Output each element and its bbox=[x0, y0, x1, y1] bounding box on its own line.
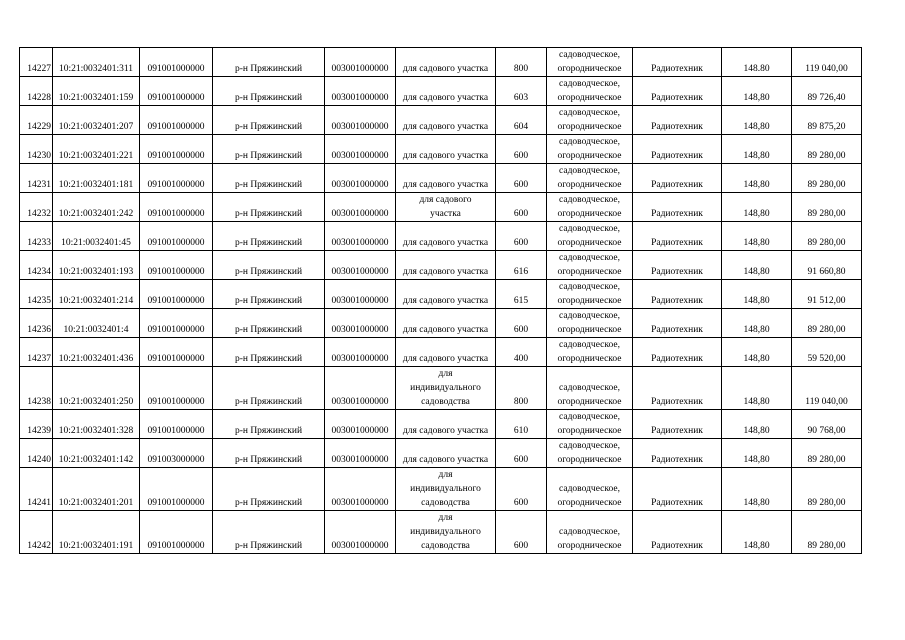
purpose-cell: для садового участка bbox=[396, 439, 496, 468]
area-cell: 600 bbox=[496, 164, 547, 193]
area-cell: 615 bbox=[496, 280, 547, 309]
land-use-cell: садоводческое, огородническое bbox=[547, 367, 633, 410]
owner-cell: Радиотехник bbox=[633, 511, 722, 554]
area-cell: 600 bbox=[496, 468, 547, 511]
cadastral-value-cell: 89 280,00 bbox=[792, 511, 862, 554]
land-use-cell: садоводческое, огородническое bbox=[547, 48, 633, 77]
owner-cell: Радиотехник bbox=[633, 135, 722, 164]
cadastral-value-cell: 119 040,00 bbox=[792, 367, 862, 410]
land-use-cell: садоводческое, огородническое bbox=[547, 511, 633, 554]
owner-cell: Радиотехник bbox=[633, 309, 722, 338]
district-cell: р-н Пряжинский bbox=[213, 367, 325, 410]
purpose-cell: для садового участка bbox=[396, 77, 496, 106]
purpose-cell: для садового участка bbox=[396, 164, 496, 193]
table-row bbox=[20, 338, 862, 367]
cadastral-number-cell: 10:21:0032401:250 bbox=[53, 367, 140, 410]
row-number-cell: 14231 bbox=[20, 164, 53, 193]
table-row bbox=[20, 309, 862, 338]
table-row bbox=[20, 439, 862, 468]
okato-code-cell: 091003000000 bbox=[140, 439, 213, 468]
cadastral-number-cell: 10:21:0032401:191 bbox=[53, 511, 140, 554]
cadastral-value-cell: 89 280,00 bbox=[792, 222, 862, 251]
district-cell: р-н Пряжинский bbox=[213, 222, 325, 251]
okato-code-cell: 091001000000 bbox=[140, 193, 213, 222]
rate-cell: 148,80 bbox=[722, 338, 792, 367]
rate-cell: 148,80 bbox=[722, 77, 792, 106]
cadastral-number-cell: 10:21:0032401:328 bbox=[53, 410, 140, 439]
row-number-cell: 14239 bbox=[20, 410, 53, 439]
row-number-cell: 14240 bbox=[20, 439, 53, 468]
cadastral-value-cell: 89 875,20 bbox=[792, 106, 862, 135]
rate-cell: 148,80 bbox=[722, 251, 792, 280]
okato-code-cell: 091001000000 bbox=[140, 106, 213, 135]
owner-cell: Радиотехник bbox=[633, 367, 722, 410]
area-cell: 600 bbox=[496, 309, 547, 338]
land-use-cell: садоводческое, огородническое bbox=[547, 338, 633, 367]
row-number-cell: 14227 bbox=[20, 48, 53, 77]
rate-cell: 148,80 bbox=[722, 439, 792, 468]
cadastral-value-cell: 90 768,00 bbox=[792, 410, 862, 439]
owner-cell: Радиотехник bbox=[633, 48, 722, 77]
owner-cell: Радиотехник bbox=[633, 164, 722, 193]
district-cell: р-н Пряжинский bbox=[213, 410, 325, 439]
area-cell: 600 bbox=[496, 193, 547, 222]
owner-cell: Радиотехник bbox=[633, 468, 722, 511]
row-number-cell: 14238 bbox=[20, 367, 53, 410]
purpose-cell: для садового участка bbox=[396, 410, 496, 439]
district-cell: р-н Пряжинский bbox=[213, 164, 325, 193]
okato-code-cell: 091001000000 bbox=[140, 338, 213, 367]
cadastral-number-cell: 10:21:0032401:4 bbox=[53, 309, 140, 338]
oktmo-code-cell: 003001000000 bbox=[325, 367, 396, 410]
row-number-cell: 14228 bbox=[20, 77, 53, 106]
cadastral-value-cell: 89 280,00 bbox=[792, 468, 862, 511]
cadastral-value-cell: 91 660,80 bbox=[792, 251, 862, 280]
area-cell: 604 bbox=[496, 106, 547, 135]
rate-cell: 148,80 bbox=[722, 164, 792, 193]
cadastral-value-cell: 89 726,40 bbox=[792, 77, 862, 106]
district-cell: р-н Пряжинский bbox=[213, 251, 325, 280]
oktmo-code-cell: 003001000000 bbox=[325, 439, 396, 468]
table-row bbox=[20, 222, 862, 251]
table-row bbox=[20, 280, 862, 309]
cadastral-value-cell: 91 512,00 bbox=[792, 280, 862, 309]
rate-cell: 148,80 bbox=[722, 193, 792, 222]
oktmo-code-cell: 003001000000 bbox=[325, 251, 396, 280]
purpose-cell: для индивидуального садоводства bbox=[396, 511, 496, 554]
land-use-cell: садоводческое, огородническое bbox=[547, 468, 633, 511]
table-row bbox=[20, 164, 862, 193]
owner-cell: Радиотехник bbox=[633, 251, 722, 280]
land-use-cell: садоводческое, огородническое bbox=[547, 106, 633, 135]
cadastral-value-cell: 89 280,00 bbox=[792, 309, 862, 338]
rate-cell: 148,80 bbox=[722, 410, 792, 439]
oktmo-code-cell: 003001000000 bbox=[325, 106, 396, 135]
district-cell: р-н Пряжинский bbox=[213, 48, 325, 77]
oktmo-code-cell: 003001000000 bbox=[325, 164, 396, 193]
okato-code-cell: 091001000000 bbox=[140, 410, 213, 439]
table-body bbox=[20, 48, 862, 554]
table-row bbox=[20, 367, 862, 410]
table-row bbox=[20, 48, 862, 77]
table-row bbox=[20, 410, 862, 439]
purpose-cell: для садового участка bbox=[396, 48, 496, 77]
owner-cell: Радиотехник bbox=[633, 77, 722, 106]
land-use-cell: садоводческое, огородническое bbox=[547, 280, 633, 309]
oktmo-code-cell: 003001000000 bbox=[325, 77, 396, 106]
cadastral-number-cell: 10:21:0032401:159 bbox=[53, 77, 140, 106]
cadastral-value-cell: 89 280,00 bbox=[792, 135, 862, 164]
cadastral-number-cell: 10:21:0032401:214 bbox=[53, 280, 140, 309]
table-row bbox=[20, 193, 862, 222]
oktmo-code-cell: 003001000000 bbox=[325, 193, 396, 222]
table-row bbox=[20, 511, 862, 554]
district-cell: р-н Пряжинский bbox=[213, 511, 325, 554]
row-number-cell: 14229 bbox=[20, 106, 53, 135]
owner-cell: Радиотехник bbox=[633, 439, 722, 468]
land-use-cell: садоводческое, огородническое bbox=[547, 77, 633, 106]
area-cell: 800 bbox=[496, 367, 547, 410]
okato-code-cell: 091001000000 bbox=[140, 48, 213, 77]
row-number-cell: 14233 bbox=[20, 222, 53, 251]
rate-cell: 148,80 bbox=[722, 468, 792, 511]
cadastral-number-cell: 10:21:0032401:45 bbox=[53, 222, 140, 251]
purpose-cell: для садового участка bbox=[396, 309, 496, 338]
purpose-cell: для садового участка bbox=[396, 135, 496, 164]
okato-code-cell: 091001000000 bbox=[140, 367, 213, 410]
purpose-cell: для садового участка bbox=[396, 106, 496, 135]
cadastral-number-cell: 10:21:0032401:181 bbox=[53, 164, 140, 193]
okato-code-cell: 091001000000 bbox=[140, 77, 213, 106]
oktmo-code-cell: 003001000000 bbox=[325, 48, 396, 77]
district-cell: р-н Пряжинский bbox=[213, 280, 325, 309]
cadastral-number-cell: 10:21:0032401:221 bbox=[53, 135, 140, 164]
cadastral-number-cell: 10:21:0032401:207 bbox=[53, 106, 140, 135]
cadastral-number-cell: 10:21:0032401:311 bbox=[53, 48, 140, 77]
owner-cell: Радиотехник bbox=[633, 222, 722, 251]
table-row bbox=[20, 468, 862, 511]
purpose-cell: для индивидуального садоводства bbox=[396, 367, 496, 410]
land-use-cell: садоводческое, огородническое bbox=[547, 193, 633, 222]
cadastral-number-cell: 10:21:0032401:193 bbox=[53, 251, 140, 280]
district-cell: р-н Пряжинский bbox=[213, 77, 325, 106]
purpose-cell: для садового участка bbox=[396, 338, 496, 367]
cadastral-number-cell: 10:21:0032401:436 bbox=[53, 338, 140, 367]
okato-code-cell: 091001000000 bbox=[140, 164, 213, 193]
oktmo-code-cell: 003001000000 bbox=[325, 222, 396, 251]
okato-code-cell: 091001000000 bbox=[140, 251, 213, 280]
owner-cell: Радиотехник bbox=[633, 280, 722, 309]
purpose-cell: для индивидуального садоводства bbox=[396, 468, 496, 511]
land-use-cell: садоводческое, огородническое bbox=[547, 251, 633, 280]
okato-code-cell: 091001000000 bbox=[140, 280, 213, 309]
oktmo-code-cell: 003001000000 bbox=[325, 309, 396, 338]
rate-cell: 148,80 bbox=[722, 106, 792, 135]
purpose-cell: для садового участка bbox=[396, 193, 496, 222]
land-use-cell: садоводческое, огородническое bbox=[547, 309, 633, 338]
rate-cell: 148.80 bbox=[722, 48, 792, 77]
okato-code-cell: 091001000000 bbox=[140, 468, 213, 511]
cadastral-value-cell: 89 280,00 bbox=[792, 164, 862, 193]
area-cell: 800 bbox=[496, 48, 547, 77]
rate-cell: 148,80 bbox=[722, 135, 792, 164]
area-cell: 603 bbox=[496, 77, 547, 106]
district-cell: р-н Пряжинский bbox=[213, 468, 325, 511]
row-number-cell: 14235 bbox=[20, 280, 53, 309]
cadastral-value-cell: 89 280,00 bbox=[792, 439, 862, 468]
row-number-cell: 14230 bbox=[20, 135, 53, 164]
cadastral-number-cell: 10:21:0032401:242 bbox=[53, 193, 140, 222]
purpose-cell: для садового участка bbox=[396, 222, 496, 251]
table-row bbox=[20, 106, 862, 135]
district-cell: р-н Пряжинский bbox=[213, 106, 325, 135]
area-cell: 600 bbox=[496, 135, 547, 164]
okato-code-cell: 091001000000 bbox=[140, 135, 213, 164]
table-row bbox=[20, 135, 862, 164]
table-row bbox=[20, 251, 862, 280]
district-cell: р-н Пряжинский bbox=[213, 135, 325, 164]
purpose-cell: для садового участка bbox=[396, 251, 496, 280]
land-use-cell: садоводческое, огородническое bbox=[547, 439, 633, 468]
cadastral-value-cell: 89 280,00 bbox=[792, 193, 862, 222]
land-use-cell: садоводческое, огородническое bbox=[547, 410, 633, 439]
row-number-cell: 14234 bbox=[20, 251, 53, 280]
land-use-cell: садоводческое, огородническое bbox=[547, 164, 633, 193]
area-cell: 600 bbox=[496, 222, 547, 251]
row-number-cell: 14232 bbox=[20, 193, 53, 222]
rate-cell: 148,80 bbox=[722, 511, 792, 554]
owner-cell: Радиотехник bbox=[633, 338, 722, 367]
owner-cell: Радиотехник bbox=[633, 106, 722, 135]
rate-cell: 148,80 bbox=[722, 309, 792, 338]
row-number-cell: 14242 bbox=[20, 511, 53, 554]
purpose-cell: для садового участка bbox=[396, 280, 496, 309]
land-parcels-table bbox=[19, 47, 862, 554]
cadastral-number-cell: 10:21:0032401:201 bbox=[53, 468, 140, 511]
oktmo-code-cell: 003001000000 bbox=[325, 468, 396, 511]
district-cell: р-н Пряжинский bbox=[213, 439, 325, 468]
okato-code-cell: 091001000000 bbox=[140, 511, 213, 554]
area-cell: 600 bbox=[496, 511, 547, 554]
rate-cell: 148,80 bbox=[722, 280, 792, 309]
area-cell: 400 bbox=[496, 338, 547, 367]
district-cell: р-н Пряжинский bbox=[213, 309, 325, 338]
oktmo-code-cell: 003001000000 bbox=[325, 410, 396, 439]
oktmo-code-cell: 003001000000 bbox=[325, 135, 396, 164]
rate-cell: 148,80 bbox=[722, 222, 792, 251]
land-use-cell: садоводческое, огородническое bbox=[547, 135, 633, 164]
cadastral-number-cell: 10:21:0032401:142 bbox=[53, 439, 140, 468]
area-cell: 600 bbox=[496, 439, 547, 468]
okato-code-cell: 091001000000 bbox=[140, 222, 213, 251]
land-use-cell: садоводческое, огородническое bbox=[547, 222, 633, 251]
oktmo-code-cell: 003001000000 bbox=[325, 280, 396, 309]
okato-code-cell: 091001000000 bbox=[140, 309, 213, 338]
cadastral-value-cell: 59 520,00 bbox=[792, 338, 862, 367]
row-number-cell: 14241 bbox=[20, 468, 53, 511]
row-number-cell: 14237 bbox=[20, 338, 53, 367]
area-cell: 610 bbox=[496, 410, 547, 439]
oktmo-code-cell: 003001000000 bbox=[325, 511, 396, 554]
row-number-cell: 14236 bbox=[20, 309, 53, 338]
oktmo-code-cell: 003001000000 bbox=[325, 338, 396, 367]
area-cell: 616 bbox=[496, 251, 547, 280]
owner-cell: Радиотехник bbox=[633, 410, 722, 439]
district-cell: р-н Пряжинский bbox=[213, 338, 325, 367]
owner-cell: Радиотехник bbox=[633, 193, 722, 222]
table-row bbox=[20, 77, 862, 106]
district-cell: р-н Пряжинский bbox=[213, 193, 325, 222]
cadastral-value-cell: 119 040,00 bbox=[792, 48, 862, 77]
rate-cell: 148,80 bbox=[722, 367, 792, 410]
